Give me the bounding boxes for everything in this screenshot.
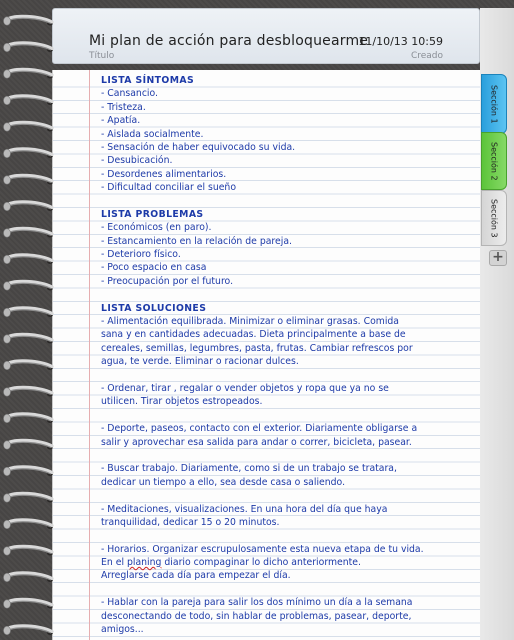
list-item: - Tristeza. bbox=[101, 101, 146, 113]
spiral-ring bbox=[4, 361, 54, 370]
list-item: - Desordenes alimentarios. bbox=[101, 168, 227, 180]
blank-line bbox=[101, 583, 471, 596]
spiral-ring bbox=[4, 43, 54, 52]
list-item: sana y en cantidades adecuadas. Dieta principalmente a base de bbox=[101, 329, 406, 341]
tab-section-1[interactable] bbox=[481, 74, 507, 134]
list-item: salir y aprovechar esa salida para andar o correr, bicicleta, pasear. bbox=[101, 436, 412, 448]
list-item: dedicar un tiempo a ello, sea desde casa o saliendo. bbox=[101, 476, 346, 488]
tab-section-1-label: Sección 1 bbox=[489, 84, 499, 124]
list-item: - Deporte, paseos, contacto con el exterior. Diariamente obligarse a bbox=[101, 423, 418, 435]
blank-line bbox=[101, 529, 471, 542]
section-heading: LISTA SOLUCIONES bbox=[101, 302, 207, 314]
list-item: Arreglarse cada día para empezar el día. bbox=[101, 570, 291, 582]
spiral-ring bbox=[4, 573, 54, 582]
spiral-ring bbox=[4, 467, 54, 476]
blank-line bbox=[101, 288, 471, 301]
spiral-ring bbox=[4, 281, 54, 290]
list-item: - Ordenar, tirar , regalar o vender objetos y ropa que ya no se bbox=[101, 382, 389, 394]
list-item: - Deterioro físico. bbox=[101, 249, 181, 261]
blank-line bbox=[101, 449, 471, 462]
list-item: - Hablar con la pareja para salir los dos mínimo un día a la semana bbox=[101, 597, 413, 609]
spiral-binding bbox=[0, 0, 56, 640]
blank-line bbox=[101, 409, 471, 422]
margin-line bbox=[89, 70, 90, 640]
list-item: - Horarios. Organizar escrupulosamente esta nueva etapa de tu vida. bbox=[101, 543, 424, 555]
created-label: Creado bbox=[410, 51, 443, 61]
list-item: - Alimentación equilibrada. Minimizar o eliminar grasas. Comida bbox=[101, 316, 400, 328]
note-title[interactable]: Mi plan de acción para desbloquearme bbox=[89, 33, 369, 49]
note-header bbox=[52, 8, 480, 64]
spiral-ring bbox=[4, 520, 54, 529]
tab-section-3[interactable] bbox=[481, 190, 507, 246]
spiral-ring bbox=[4, 228, 54, 237]
section-heading: LISTA PROBLEMAS bbox=[101, 208, 204, 220]
list-item: - Aislada socialmente. bbox=[101, 128, 204, 140]
spiral-ring bbox=[4, 202, 54, 211]
list-item: - Preocupación por el futuro. bbox=[101, 275, 234, 287]
list-item: - Apatía. bbox=[101, 115, 141, 127]
list-item: - Meditaciones, visualizaciones. En una hora del día que haya bbox=[101, 503, 388, 515]
list-item: En el planing diario compaginar lo dicho anteriormente. bbox=[101, 557, 361, 569]
add-section-button[interactable]: + bbox=[489, 250, 507, 266]
list-item: tranquilidad, dedicar 15 o 20 minutos. bbox=[101, 516, 280, 528]
tab-section-2-label: Sección 2 bbox=[489, 141, 499, 181]
note-page[interactable] bbox=[52, 70, 480, 640]
section-heading: LISTA SÍNTOMAS bbox=[101, 75, 195, 86]
title-label: Título bbox=[89, 51, 115, 61]
spiral-ring bbox=[4, 308, 54, 317]
spiral-ring bbox=[4, 546, 54, 555]
list-item: utilicen. Tirar objetos estropeados. bbox=[101, 396, 263, 408]
list-item: - Buscar trabajo. Diariamente, como si de un trabajo se tratara, bbox=[101, 463, 397, 475]
spiral-ring bbox=[4, 493, 54, 502]
spiral-ring bbox=[4, 16, 54, 25]
list-item: - Estancamiento en la relación de pareja. bbox=[101, 235, 293, 247]
tab-section-2[interactable] bbox=[481, 132, 507, 190]
blank-line bbox=[101, 489, 471, 502]
spiral-ring bbox=[4, 69, 54, 78]
list-item: - Sensación de haber equivocado su vida. bbox=[101, 141, 296, 153]
spiral-ring bbox=[4, 334, 54, 343]
spiral-ring bbox=[4, 175, 54, 184]
list-item: desconectando de todo, sin hablar de problemas, pasear, deporte, bbox=[101, 610, 412, 622]
spiral-ring bbox=[4, 414, 54, 423]
list-item: agua, te verde. Eliminar o racionar dulces. bbox=[101, 356, 299, 368]
spiral-ring bbox=[4, 255, 54, 264]
list-item: cereales, semillas, legumbres, pasta, frutas. Cambiar refrescos por bbox=[101, 342, 413, 354]
created-datetime: 11/10/13 10:59 bbox=[358, 35, 443, 48]
list-item: - Cansancio. bbox=[101, 88, 158, 100]
list-item: - Dificultad conciliar el sueño bbox=[101, 182, 237, 194]
spiral-ring bbox=[4, 440, 54, 449]
spiral-ring bbox=[4, 599, 54, 608]
tab-section-3-label: Sección 3 bbox=[489, 198, 499, 238]
spiral-ring bbox=[4, 626, 54, 635]
spiral-ring bbox=[4, 387, 54, 396]
list-item: - Desubicación. bbox=[101, 155, 173, 167]
note-body[interactable] bbox=[101, 74, 471, 636]
list-item: - Económicos (en paro). bbox=[101, 222, 212, 234]
spiral-ring bbox=[4, 122, 54, 131]
spiral-ring bbox=[4, 149, 54, 158]
blank-line bbox=[101, 195, 471, 208]
blank-line bbox=[101, 369, 471, 382]
list-item: - Poco espacio en casa bbox=[101, 262, 207, 274]
spiral-ring bbox=[4, 96, 54, 105]
list-item: amigos... bbox=[101, 624, 144, 636]
